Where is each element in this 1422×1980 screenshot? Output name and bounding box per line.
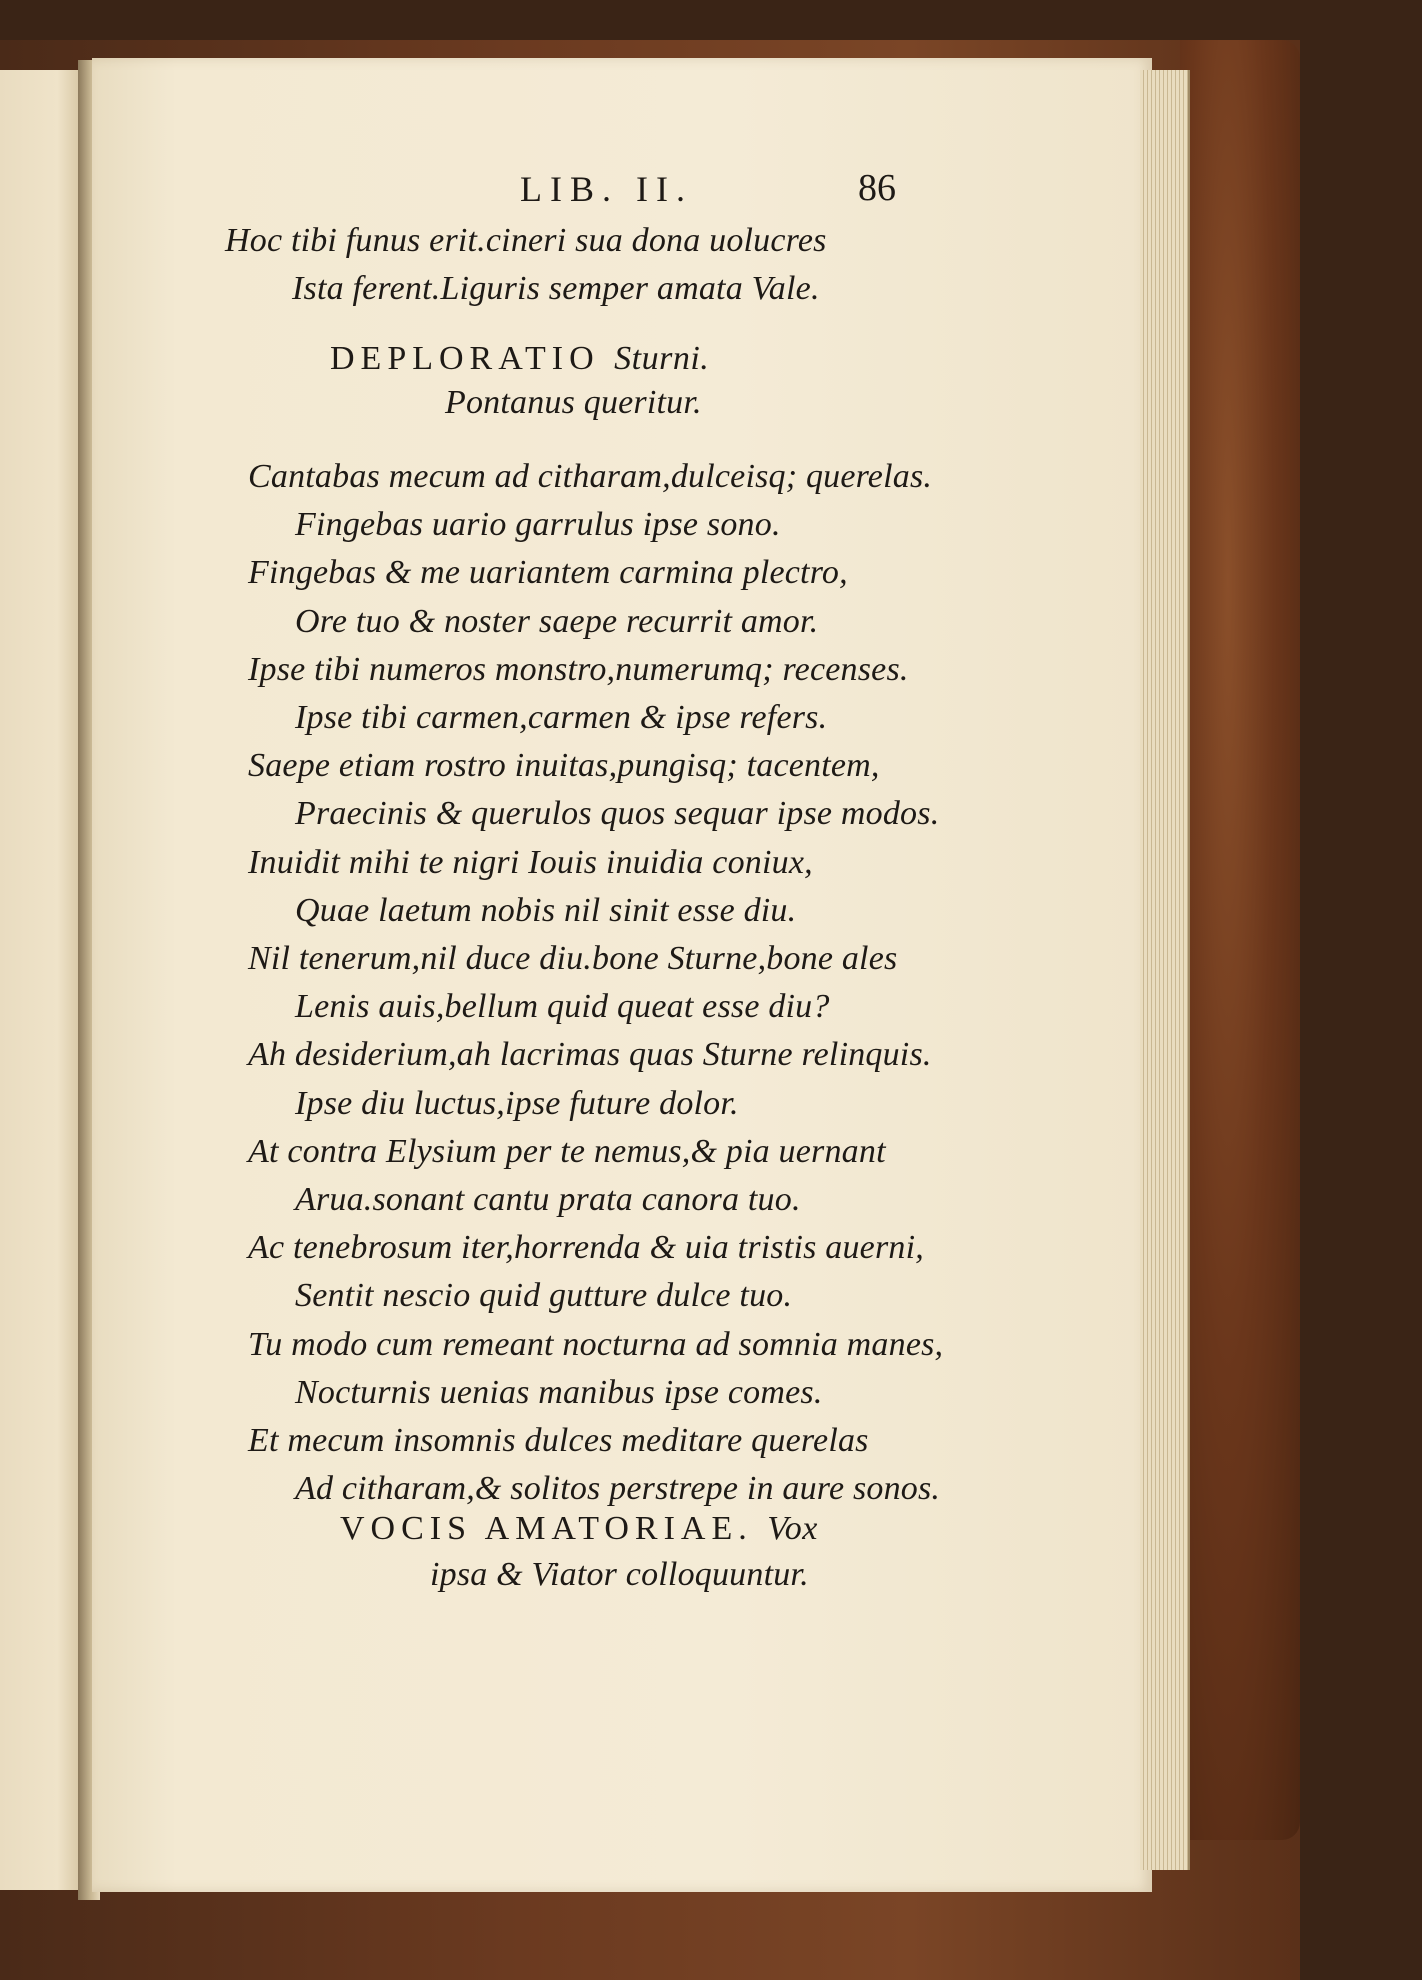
- verse-line: Ista ferent.Liguris semper amata Vale.: [292, 270, 820, 307]
- section-title: [340, 1510, 818, 1548]
- verse-line: Ac tenebrosum iter,horrenda & uia tristis auerni,: [248, 1229, 924, 1266]
- section-title: [330, 340, 709, 378]
- section-title-caps: DEPLORATIO: [330, 340, 600, 377]
- verse-line: Ipse tibi carmen,carmen & ipse refers.: [295, 699, 828, 736]
- verse-line: Quae laetum nobis nil sinit esse diu.: [295, 892, 797, 929]
- verse-line: Cantabas mecum ad citharam,dulceisq; querelas.: [248, 458, 933, 495]
- verse-line: Ipse diu luctus,ipse future dolor.: [295, 1085, 739, 1122]
- section-title-rest: Sturni.: [614, 340, 710, 377]
- verse-line: Et mecum insomnis dulces meditare querelas: [248, 1422, 869, 1459]
- verse-line: At contra Elysium per te nemus,& pia uernant: [248, 1133, 886, 1170]
- verse-line: Inuidit mihi te nigri Iouis inuidia coniux,: [248, 844, 813, 881]
- section-subtitle: Pontanus queritur.: [445, 384, 702, 421]
- running-head: LIB. II.: [520, 169, 693, 209]
- section-title-rest: Vox: [767, 1510, 818, 1547]
- section-subtitle: ipsa & Viator colloquuntur.: [430, 1556, 809, 1593]
- verse-line: Fingebas uario garrulus ipse sono.: [295, 506, 781, 543]
- verse-line: Sentit nescio quid gutture dulce tuo.: [295, 1277, 793, 1314]
- verse-line: Ad citharam,& solitos perstrepe in aure sonos.: [295, 1470, 941, 1507]
- verse-line: Ipse tibi numeros monstro,numerumq; recenses.: [248, 651, 909, 688]
- verse-line: Hoc tibi funus erit.cineri sua dona uolucres: [225, 222, 827, 259]
- verse-line: Lenis auis,bellum quid queat esse diu?: [295, 988, 830, 1025]
- verse-line: Tu modo cum remeant nocturna ad somnia manes,: [248, 1326, 944, 1363]
- verse-line: Ore tuo & noster saepe recurrit amor.: [295, 603, 819, 640]
- section-title-caps: VOCIS AMATORIAE.: [340, 1510, 753, 1547]
- folio-number: 86: [858, 167, 896, 209]
- verse-line: Saepe etiam rostro inuitas,pungisq; tacentem,: [248, 747, 880, 784]
- verse-line: Nil tenerum,nil duce diu.bone Sturne,bone ales: [248, 940, 898, 977]
- verse-line: Praecinis & querulos quos sequar ipse modos.: [295, 795, 940, 832]
- verse-line: Nocturnis uenias manibus ipse comes.: [295, 1374, 823, 1411]
- verse-line: Arua.sonant cantu prata canora tuo.: [295, 1181, 801, 1218]
- verse-line: Ah desiderium,ah lacrimas quas Sturne relinquis.: [248, 1036, 932, 1073]
- verse-line: Fingebas & me uariantem carmina plectro,: [248, 554, 848, 591]
